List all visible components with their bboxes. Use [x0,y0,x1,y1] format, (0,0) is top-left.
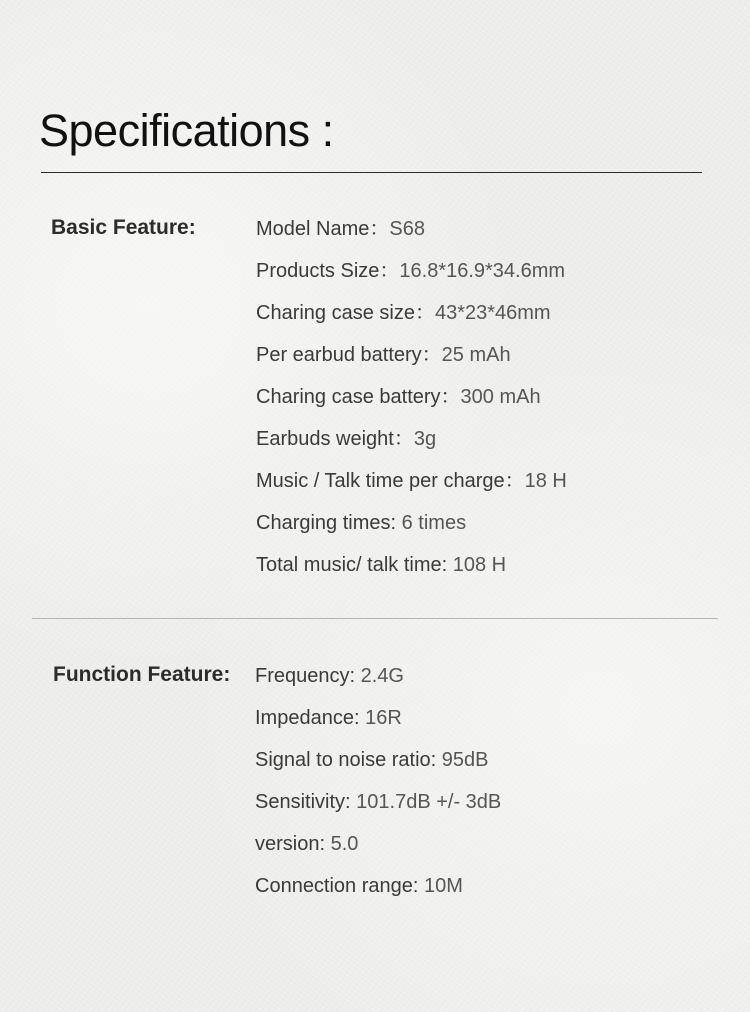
function-feature-list [255,663,501,915]
basic-feature-label: Basic Feature: [51,216,196,239]
spec-row-earbuds-weight [256,426,567,468]
spec-key: Music / Talk time per charge： [256,470,525,492]
spec-key: Model Name： [256,218,390,240]
spec-value: S68 [389,218,425,240]
spec-value: 101.7dB +/- 3dB [350,791,502,813]
spec-value: 95dB [436,749,489,771]
spec-key: Connection range: [255,875,419,897]
spec-key: version: [255,833,326,855]
page-title: Specifications : [39,105,334,156]
spec-row-model-name [256,216,567,258]
spec-key: Products Size： [256,260,400,282]
title-divider [41,172,702,173]
spec-key: Charging times: [256,512,397,534]
spec-row-earbud-battery [256,342,567,384]
spec-key: Charing case size： [256,302,435,324]
spec-value: 300 mAh [460,386,541,408]
basic-feature-list [256,216,567,594]
spec-value: 43*23*46mm [434,302,551,324]
spec-key: Sensitivity: [255,791,351,813]
spec-row-impedance [255,705,501,747]
spec-key: Per earbud battery： [256,344,442,366]
spec-value: 16R [359,707,402,729]
spec-value: 5.0 [325,833,359,855]
spec-row-total-time [256,552,567,594]
spec-value: 2.4G [355,665,404,687]
spec-value: 3g [413,428,437,450]
spec-value: 16.8*16.9*34.6mm [399,260,566,282]
spec-row-products-size [256,258,567,300]
spec-key: Total music/ talk time: [256,554,448,576]
spec-value: 10M [418,875,463,897]
spec-key: Frequency: [255,665,356,687]
spec-row-case-size [256,300,567,342]
spec-row-frequency [255,663,501,705]
spec-value: 18 H [524,470,567,492]
function-feature-label: Function Feature: [53,663,231,686]
spec-key: Signal to noise ratio: [255,749,437,771]
spec-row-case-battery [256,384,567,426]
spec-value: 6 times [396,512,467,534]
spec-row-version [255,831,501,873]
spec-row-time-per-charge [256,468,567,510]
spec-key: Earbuds weight： [256,428,414,450]
spec-value: 25 mAh [441,344,511,366]
spec-row-charging-times [256,510,567,552]
spec-row-connection-range [255,873,501,915]
section-divider [32,618,718,619]
spec-key: Impedance: [255,707,360,729]
spec-row-snr [255,747,501,789]
spec-key: Charing case battery： [256,386,461,408]
spec-value: 108 H [447,554,507,576]
spec-row-sensitivity [255,789,501,831]
